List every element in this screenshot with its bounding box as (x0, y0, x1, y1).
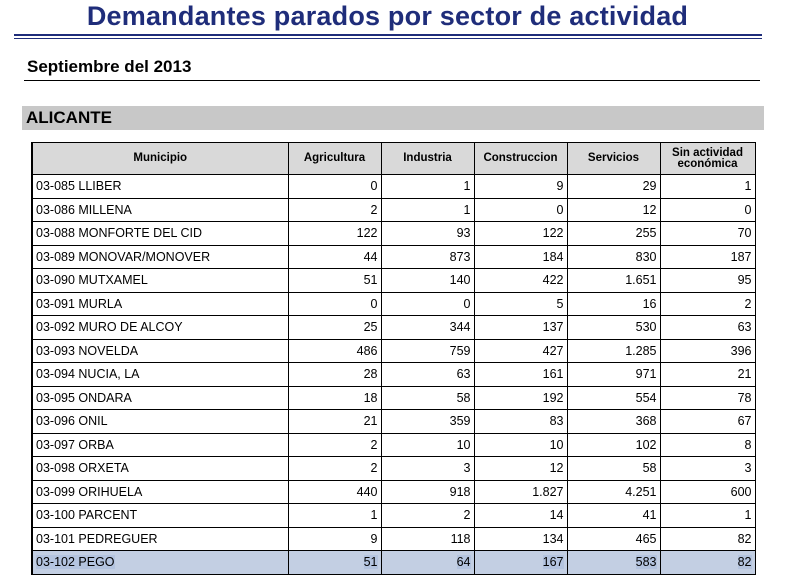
cell-sin-actividad (660, 480, 755, 504)
cell-industria (381, 222, 474, 246)
cell-industria (381, 245, 474, 269)
cell-value: 8 (744, 437, 752, 452)
column-header-construccion: Construccion (474, 143, 567, 175)
cell-value: 830 (635, 249, 657, 264)
table-row[interactable] (32, 175, 755, 199)
cell-value: 03-094 NUCIA, LA (36, 367, 140, 382)
cell-agricultura (288, 410, 381, 434)
cell-value: 03-088 MONFORTE DEL CID (36, 226, 203, 241)
column-header-servicios: Servicios (567, 143, 660, 175)
table-row[interactable] (32, 386, 755, 410)
cell-servicios (567, 410, 660, 434)
table-row[interactable] (32, 339, 755, 363)
cell-servicios (567, 504, 660, 528)
cell-value: 51 (363, 273, 378, 288)
cell-value: 255 (635, 226, 657, 241)
cell-value: 140 (449, 273, 471, 288)
cell-value: 83 (549, 414, 564, 429)
cell-sin-actividad (660, 222, 755, 246)
cell-value: 12 (549, 461, 564, 476)
cell-value: 1 (463, 202, 471, 217)
cell-value: 0 (370, 179, 378, 194)
cell-servicios (567, 363, 660, 387)
cell-sin-actividad (660, 269, 755, 293)
data-table (31, 142, 756, 575)
cell-municipio (32, 292, 288, 316)
period-label: Septiembre del 2013 (27, 57, 192, 76)
cell-value: 82 (737, 531, 752, 546)
cell-construccion (474, 269, 567, 293)
cell-servicios (567, 433, 660, 457)
cell-municipio (32, 433, 288, 457)
cell-municipio (32, 457, 288, 481)
cell-sin-actividad (660, 551, 755, 575)
cell-sin-actividad (660, 175, 755, 199)
cell-value: 2 (370, 437, 378, 452)
cell-industria (381, 527, 474, 551)
cell-industria (381, 269, 474, 293)
cell-value: 873 (449, 249, 471, 264)
table-row[interactable] (32, 198, 755, 222)
cell-sin-actividad (660, 339, 755, 363)
cell-construccion (474, 527, 567, 551)
cell-servicios (567, 245, 660, 269)
cell-industria (381, 480, 474, 504)
cell-agricultura (288, 457, 381, 481)
cell-construccion (474, 363, 567, 387)
cell-servicios (567, 198, 660, 222)
cell-value: 118 (450, 531, 471, 546)
cell-value: 759 (449, 343, 471, 358)
title-divider (14, 34, 762, 39)
cell-value: 28 (363, 367, 378, 382)
cell-value: 03-091 MURLA (36, 296, 123, 311)
cell-agricultura (288, 480, 381, 504)
table-row[interactable] (32, 480, 755, 504)
cell-sin-actividad (660, 386, 755, 410)
cell-value: 67 (737, 414, 752, 429)
cell-value: 167 (542, 555, 564, 570)
cell-municipio (32, 480, 288, 504)
cell-construccion (474, 457, 567, 481)
cell-value: 64 (456, 555, 471, 570)
cell-agricultura (288, 363, 381, 387)
cell-value: 1.651 (625, 273, 657, 288)
cell-construccion (474, 292, 567, 316)
period-divider (24, 80, 760, 81)
cell-sin-actividad (660, 363, 755, 387)
cell-value: 3 (463, 461, 471, 476)
cell-construccion (474, 386, 567, 410)
cell-industria (381, 339, 474, 363)
page-title: Demandantes parados por sector de actividad (86, 1, 689, 31)
cell-servicios (567, 175, 660, 199)
cell-value: 9 (370, 531, 378, 546)
cell-agricultura (288, 386, 381, 410)
cell-value: 184 (542, 249, 564, 264)
cell-industria (381, 292, 474, 316)
cell-value: 9 (556, 179, 564, 194)
cell-construccion (474, 504, 567, 528)
cell-sin-actividad (660, 198, 755, 222)
table-row[interactable] (32, 269, 755, 293)
cell-value: 1 (463, 179, 471, 194)
cell-value: 465 (635, 531, 657, 546)
cell-value: 0 (744, 202, 752, 217)
cell-value: 03-093 NOVELDA (36, 343, 139, 358)
cell-construccion (474, 245, 567, 269)
cell-industria (381, 386, 474, 410)
cell-value: 70 (737, 226, 752, 241)
table-row[interactable] (32, 316, 755, 340)
cell-value: 03-102 PEGO (36, 555, 115, 570)
cell-municipio (32, 339, 288, 363)
cell-value: 03-101 PEDREGUER (36, 531, 158, 546)
cell-value: 44 (363, 249, 378, 264)
cell-servicios (567, 269, 660, 293)
cell-value: 3 (744, 461, 752, 476)
cell-value: 359 (449, 414, 471, 429)
cell-agricultura (288, 245, 381, 269)
cell-agricultura (288, 527, 381, 551)
cell-value: 63 (456, 367, 471, 382)
cell-value: 1 (744, 179, 752, 194)
table-row[interactable] (32, 222, 755, 246)
cell-sin-actividad (660, 245, 755, 269)
cell-agricultura (288, 339, 381, 363)
cell-municipio (32, 245, 288, 269)
cell-value: 971 (635, 367, 657, 382)
cell-value: 161 (542, 367, 564, 382)
cell-value: 554 (635, 390, 657, 405)
cell-value: 18 (363, 390, 378, 405)
cell-agricultura (288, 504, 381, 528)
column-header-sin-actividad: Sin actividad económica (660, 143, 755, 175)
cell-municipio (32, 198, 288, 222)
cell-value: 4.251 (625, 484, 657, 499)
cell-value: 1 (370, 508, 378, 523)
cell-servicios (567, 339, 660, 363)
cell-municipio (32, 504, 288, 528)
cell-municipio (32, 386, 288, 410)
cell-agricultura (288, 551, 381, 575)
cell-value: 58 (642, 461, 657, 476)
cell-value: 14 (549, 508, 564, 523)
cell-value: 10 (549, 437, 564, 452)
cell-value: 95 (737, 273, 752, 288)
cell-value: 63 (737, 320, 752, 335)
cell-value: 192 (542, 390, 564, 405)
cell-construccion (474, 551, 567, 575)
cell-municipio (32, 269, 288, 293)
cell-industria (381, 433, 474, 457)
cell-value: 1 (744, 508, 752, 523)
cell-municipio (32, 410, 288, 434)
column-header-municipio: Municipio (32, 143, 288, 175)
cell-servicios (567, 480, 660, 504)
cell-agricultura (288, 198, 381, 222)
cell-value: 03-100 PARCENT (36, 508, 138, 523)
table-row[interactable] (32, 433, 755, 457)
cell-municipio (32, 175, 288, 199)
cell-value: 122 (542, 226, 564, 241)
cell-value: 58 (456, 390, 471, 405)
cell-value: 29 (642, 179, 657, 194)
cell-value: 1.827 (532, 484, 564, 499)
cell-agricultura (288, 175, 381, 199)
cell-value: 03-090 MUTXAMEL (36, 273, 148, 288)
cell-sin-actividad (660, 410, 755, 434)
cell-value: 03-085 LLIBER (36, 179, 122, 194)
cell-municipio (32, 363, 288, 387)
cell-value: 422 (542, 273, 564, 288)
cell-municipio (32, 551, 288, 575)
table-row[interactable] (32, 457, 755, 481)
cell-servicios (567, 222, 660, 246)
cell-value: 102 (635, 437, 657, 452)
cell-value: 2 (370, 461, 378, 476)
cell-value: 51 (363, 555, 378, 570)
cell-value: 03-089 MONOVAR/MONOVER (36, 249, 211, 264)
cell-industria (381, 363, 474, 387)
cell-construccion (474, 339, 567, 363)
cell-sin-actividad (660, 527, 755, 551)
table-row[interactable] (32, 363, 755, 387)
cell-construccion (474, 175, 567, 199)
cell-servicios (567, 551, 660, 575)
cell-value: 1.285 (625, 343, 657, 358)
column-header-agricultura: Agricultura (288, 143, 381, 175)
cell-value: 427 (542, 343, 564, 358)
cell-value: 5 (556, 296, 564, 311)
cell-municipio (32, 222, 288, 246)
cell-value: 918 (449, 484, 471, 499)
cell-agricultura (288, 316, 381, 340)
cell-industria (381, 457, 474, 481)
cell-value: 03-097 ORBA (36, 437, 114, 452)
cell-sin-actividad (660, 457, 755, 481)
cell-value: 486 (356, 343, 378, 358)
cell-value: 137 (542, 320, 564, 335)
cell-industria (381, 316, 474, 340)
cell-value: 82 (737, 555, 752, 570)
cell-servicios (567, 527, 660, 551)
cell-value: 12 (642, 202, 657, 217)
cell-value: 0 (463, 296, 471, 311)
cell-value: 10 (456, 437, 471, 452)
cell-construccion (474, 198, 567, 222)
cell-agricultura (288, 269, 381, 293)
column-header-industria: Industria (381, 143, 474, 175)
cell-value: 03-092 MURO DE ALCOY (36, 320, 183, 335)
cell-industria (381, 175, 474, 199)
cell-value: 78 (737, 390, 752, 405)
cell-value: 2 (370, 202, 378, 217)
cell-value: 25 (363, 320, 378, 335)
cell-value: 440 (356, 484, 378, 499)
cell-construccion (474, 410, 567, 434)
cell-value: 134 (542, 531, 564, 546)
cell-industria (381, 504, 474, 528)
region-header: ALICANTE (22, 106, 764, 130)
cell-value: 530 (635, 320, 657, 335)
cell-value: 93 (456, 226, 471, 241)
cell-value: 41 (642, 508, 657, 523)
cell-sin-actividad (660, 292, 755, 316)
cell-industria (381, 198, 474, 222)
cell-sin-actividad (660, 433, 755, 457)
cell-value: 2 (463, 508, 471, 523)
table-row[interactable] (32, 527, 755, 551)
table-row[interactable] (32, 504, 755, 528)
cell-construccion (474, 480, 567, 504)
cell-value: 03-099 ORIHUELA (36, 484, 143, 499)
cell-value: 03-098 ORXETA (36, 461, 129, 476)
table-header-row (32, 143, 755, 175)
cell-servicios (567, 316, 660, 340)
table-row[interactable] (32, 245, 755, 269)
cell-value: 16 (642, 296, 657, 311)
cell-value: 03-096 ONIL (36, 414, 108, 429)
cell-agricultura (288, 222, 381, 246)
cell-agricultura (288, 292, 381, 316)
cell-municipio (32, 527, 288, 551)
cell-servicios (567, 292, 660, 316)
cell-value: 03-086 MILLENA (36, 202, 132, 217)
cell-construccion (474, 433, 567, 457)
cell-value: 0 (556, 202, 564, 217)
cell-value: 122 (356, 226, 378, 241)
cell-value: 583 (635, 555, 657, 570)
table-row[interactable] (32, 410, 755, 434)
cell-construccion (474, 222, 567, 246)
table-row[interactable] (32, 292, 755, 316)
cell-value: 368 (635, 414, 657, 429)
cell-industria (381, 551, 474, 575)
table-row[interactable] (32, 551, 755, 575)
cell-sin-actividad (660, 504, 755, 528)
cell-agricultura (288, 433, 381, 457)
cell-value: 03-095 ONDARA (36, 390, 132, 405)
cell-value: 21 (363, 414, 378, 429)
cell-municipio (32, 316, 288, 340)
cell-sin-actividad (660, 316, 755, 340)
cell-value: 344 (449, 320, 471, 335)
cell-value: 396 (730, 343, 752, 358)
cell-servicios (567, 457, 660, 481)
cell-value: 2 (744, 296, 752, 311)
cell-value: 0 (370, 296, 378, 311)
cell-servicios (567, 386, 660, 410)
cell-value: 600 (730, 484, 752, 499)
cell-value: 187 (730, 249, 752, 264)
cell-industria (381, 410, 474, 434)
cell-construccion (474, 316, 567, 340)
cell-value: 21 (737, 367, 752, 382)
